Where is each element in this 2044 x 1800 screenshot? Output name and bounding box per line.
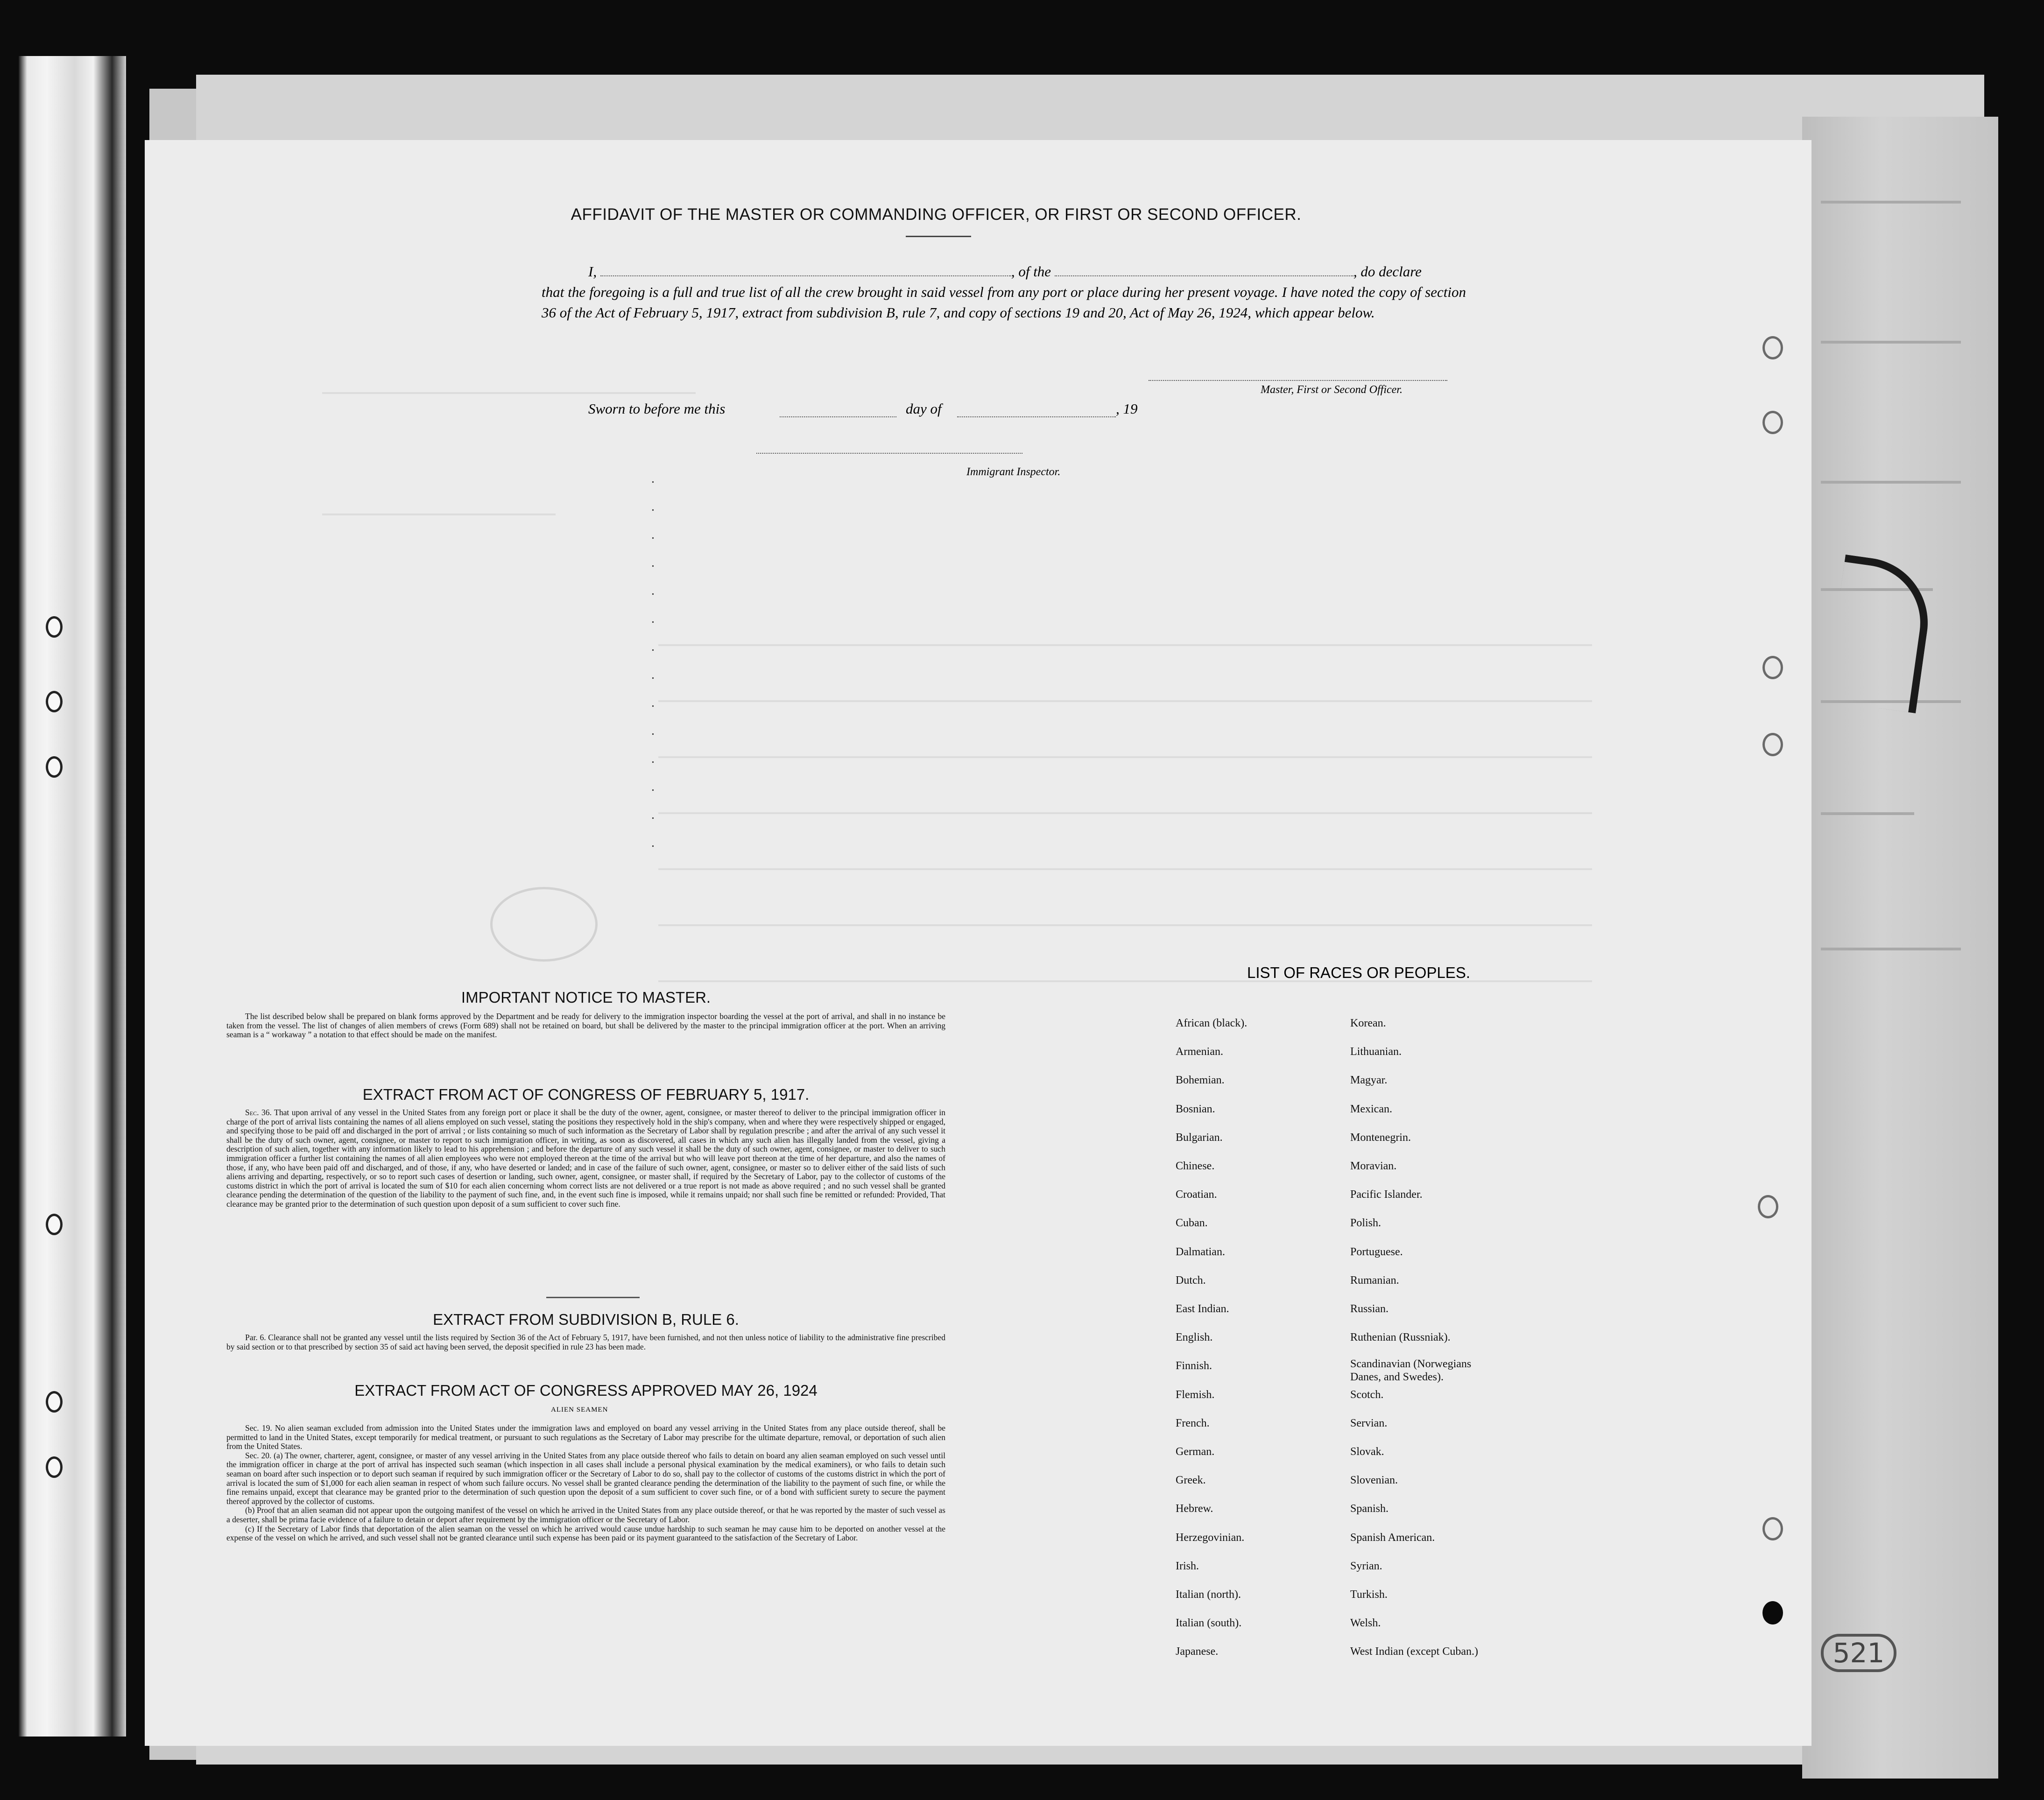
race-item: Scotch. (1350, 1388, 1384, 1401)
race-item: West Indian (except Cuban.) (1350, 1645, 1478, 1658)
race-item: Slovenian. (1350, 1474, 1398, 1487)
race-item: Portuguese. (1350, 1245, 1403, 1258)
race-item: Mexican. (1350, 1103, 1392, 1115)
race-item: African (black). (1176, 1017, 1248, 1029)
race-item: Croatian. (1176, 1188, 1217, 1201)
notice-title: IMPORTANT NOTICE TO MASTER. (461, 989, 711, 1006)
binder-ring (1758, 1195, 1778, 1218)
race-item: Korean. (1350, 1017, 1386, 1029)
race-item: Finnish. (1176, 1360, 1212, 1372)
race-item: Herzegovinian. (1176, 1531, 1245, 1544)
binder-ring (1762, 656, 1783, 679)
punch-hole (46, 616, 63, 638)
extract-1924-body: Sec. 19. No alien seaman excluded from admission into the United States under the immigration laws and employed on board any vessel arriving in the United States from any place outside thereof, shall be permitted to land in the United States, except temporarily for medical treatment, or pursuant to such regulations as the Secretary of Labor may prescribe for the ultimate departure, removal, or deportation of such alien from the United States. Sec. 20. (a) The owner, charterer, agent, consignee, or master of any vessel arriving in the United States from any place outside thereof who fails to detain on board any alien seaman employed on such vessel until the immigration officer in charge at the port of arrival has inspected such seaman (which inspection in all cases shall include a personal physical examination by the medical examiners), or who fails to detain such seaman on board after such inspection or to deport such seaman if required by such immigration officer or the Secretary of Labor to do so, shall pay to the collector of customs of the customs district in which the port of arrival is located the sum of $1,000 for each alien seaman in respect of whom such failure occurs. No vessel shall be granted clearance pending the determination of the liability to the payment of such fine, or while the fine remains unpaid, except that clearance may be granted prior to the determination of such question upon the deposit of a sum sufficient to cover such fine, or of a bond with sufficient surety to secure the payment thereof approved by the collector of customs. (b) Proof that an alien seaman did not appear upon the outgoing manifest of the vessel on which he arrived in the United States from any place outside thereof, or that he was reported by the master of such vessel as a deserter, shall be prima facie evidence of a failure to detain or deport after requirement by the immigration officer or the Secretary of Labor. (c) If the Secretary of Labor finds that deportation of the alien seaman on the vessel on which he arrived would cause undue hardship to such seaman he may cause him to be deported on another vessel at the expense of the vessel on which he arrived, and such vessel shall not be granted clearance until such expense has been paid or its payment guaranteed to the satisfaction of the Secretary of Labor. (226, 1423, 945, 1543)
punch-hole (46, 1391, 63, 1413)
race-item: Dalmatian. (1176, 1245, 1225, 1258)
punch-hole (46, 1456, 63, 1478)
race-item: Flemish. (1176, 1388, 1215, 1401)
affidavit-title: AFFIDAVIT OF THE MASTER OR COMMANDING OFFICER, OR FIRST OR SECOND OFFICER. (571, 205, 1302, 224)
race-item: Pacific Islander. (1350, 1188, 1423, 1201)
dot: . (651, 527, 655, 542)
extract-1917-title: EXTRACT FROM ACT OF CONGRESS OF FEBRUARY 5, 1917. (362, 1086, 810, 1103)
race-item: Cuban. (1176, 1217, 1208, 1230)
race-item: Magyar. (1350, 1074, 1388, 1087)
underlying-manifest-sheet (1802, 117, 1998, 1779)
race-item: Syrian. (1350, 1560, 1382, 1572)
master-signature-line[interactable] (1149, 379, 1447, 381)
dot: . (651, 471, 655, 486)
race-item: Japanese. (1176, 1645, 1219, 1658)
race-item: Slovak. (1350, 1446, 1384, 1458)
races-title: LIST OF RACES OR PEOPLES. (1247, 964, 1471, 981)
race-item: Welsh. (1350, 1617, 1381, 1630)
race-item: Spanish. (1350, 1503, 1389, 1515)
race-item: German. (1176, 1446, 1215, 1458)
dot: . (651, 696, 655, 710)
race-item: Italian (south). (1176, 1617, 1242, 1630)
extract-rule6-title: EXTRACT FROM SUBDIVISION B, RULE 6. (433, 1311, 739, 1328)
race-item: Turkish. (1350, 1589, 1388, 1601)
binder-ring (1762, 336, 1783, 359)
race-item: Ruthenian (Russniak). (1350, 1331, 1451, 1344)
race-item: Moravian. (1350, 1160, 1397, 1172)
affidavit-body-text: that the foregoing is a full and true list of all the crew brought in said vessel from any port or place during her present voyage. I have noted the copy of section 36 of the Act of February 5, 1917, extract from subdivision B, rule 7, and copy of sections 19 and 20, Act of May 26, 1924, which appear below. (542, 284, 1466, 321)
year-label: , 19 (1116, 401, 1138, 417)
dot: . (651, 499, 655, 514)
dot: . (651, 612, 655, 626)
race-item: Bosnian. (1176, 1103, 1215, 1115)
punch-hole (46, 1214, 63, 1235)
inspector-caption: Immigrant Inspector. (966, 466, 1061, 478)
race-item: Irish. (1176, 1560, 1199, 1572)
binder-ring (1762, 733, 1783, 756)
i-label: I, (588, 263, 597, 280)
race-item: Hebrew. (1176, 1503, 1213, 1515)
dot: . (651, 724, 655, 738)
of-the-label: , of the (1011, 263, 1051, 280)
faint-stamp (490, 887, 598, 962)
race-item: Bulgarian. (1176, 1131, 1223, 1144)
race-item: Spanish American. (1350, 1531, 1435, 1544)
dot: . (651, 555, 655, 570)
vessel-name-field[interactable] (1055, 263, 1353, 276)
dot: . (651, 668, 655, 682)
dot: . (651, 780, 655, 794)
sworn-day-field[interactable] (780, 415, 896, 417)
race-item: Montenegrin. (1350, 1131, 1411, 1144)
race-item: Bohemian. (1176, 1074, 1225, 1087)
pencil-page-number: 521 (1821, 1634, 1896, 1672)
race-item: Dutch. (1176, 1274, 1206, 1287)
dot: . (651, 808, 655, 822)
day-of-label: day of (906, 401, 942, 417)
dot: . (651, 640, 655, 654)
race-item: Russian. (1350, 1303, 1389, 1315)
affidavit-declaration (542, 261, 1466, 323)
master-signature-caption: Master, First or Second Officer. (1261, 384, 1403, 396)
race-item: Servian. (1350, 1417, 1388, 1429)
extract-1924-title: EXTRACT FROM ACT OF CONGRESS APPROVED MAY 26, 1924 (354, 1382, 818, 1399)
extract-1917-body: Sec. 36. That upon arrival of any vessel in the United States from any foreign port or place it shall be the duty of the owner, agent, consignee, or master thereof to deliver to the principal immigration officer in charge of the port of arrival lists containing the names of all aliens employed on such vessel, stating the positions they respectively hold in the ship's company, when and where they were respectively shipped or engaged, and specifying those to be paid off and discharged in the port of arrival ; or lists containing so much of such information as the Secretary of Labor shall by regulation prescribe ; and after the arrival of any such vessel it shall be the duty of such owner, agent, consignee, or master to report to such immigration officer, in writing, as soon as discovered, all cases in which any such alien has illegally landed from the vessel, giving a description of such alien, together with any information likely to lead to his apprehension ; and before the departure of any such vessel it shall be the duty of such owner, agent, consignee, or master to deliver to such immigration officer a further list containing the names of all alien employees who were not employed thereon at the time of the arrival but who will leave port thereon at the time of her departure, and also the names of those, if any, who have been paid off and discharged, and of those, if any, who have deserted or landed; and in case of the failure of such owner, agent, consignee, or master so to deliver either of the said lists of such aliens arriving and departing, respectively, or so to report such cases of desertion or landing, such owner, agent, consignee, or master shall, if required by the Secretary of Labor, pay to the collector of customs of the customs district in which the port of arrival is located the sum of $10 for each alien concerning whom correct lists are not delivered or a true report is not made as above required ; and no such vessel shall be granted clearance pending the determination of the question of the liability to the payment of such fine, and, in the event such fine is imposed, while it remains unpaid; nor shall such fine be remitted or refunded: Provided, That clearance may be granted prior to the determination of such question upon deposit of a sum sufficient to cover such fine. (226, 1108, 945, 1209)
binder-ring (1762, 1517, 1783, 1540)
race-item: English. (1176, 1331, 1213, 1344)
race-item: Polish. (1350, 1217, 1381, 1230)
inspector-signature-line[interactable] (756, 452, 1022, 454)
sec-36-label: Sec. 36. (245, 1108, 272, 1117)
race-item: Greek. (1176, 1474, 1206, 1487)
punch-hole (46, 691, 63, 712)
race-item: Chinese. (1176, 1160, 1215, 1172)
race-item: Scandinavian (Norwegians Danes, and Swedes). (1350, 1358, 1472, 1384)
sworn-month-field[interactable] (957, 415, 1116, 417)
race-item: Italian (north). (1176, 1589, 1241, 1601)
dot: . (651, 752, 655, 766)
section-separator (546, 1297, 640, 1298)
officer-name-field[interactable] (600, 263, 1011, 276)
dot: . (651, 836, 655, 850)
dot: . (651, 584, 655, 598)
punch-hole (46, 756, 63, 778)
race-item: Rumanian. (1350, 1274, 1399, 1287)
race-item: Lithuanian. (1350, 1046, 1402, 1058)
binder-ring (1762, 1601, 1783, 1624)
do-declare-label: , do declare (1353, 263, 1422, 280)
alien-seamen-subtitle: ALIEN SEAMEN (551, 1406, 608, 1413)
sworn-label: Sworn to before me this (588, 401, 726, 417)
title-rule (906, 236, 971, 237)
race-item: French. (1176, 1417, 1210, 1429)
binder-ring (1762, 411, 1783, 434)
race-item: Armenian. (1176, 1046, 1223, 1058)
binder-edge (19, 56, 126, 1737)
extract-rule6-body: Par. 6. Clearance shall not be granted any vessel until the lists required by Section 36 of the Act of February 5, 1917, have been furnished, and not then unless notice of liability to the administrative fine prescribed by said section or to that prescribed by section 35 of said act having been served, the deposit specified in rule 23 has been made. (226, 1333, 945, 1351)
notice-body: The list described below shall be prepared on blank forms approved by the Department and be ready for delivery to the immigration inspector boarding the vessel at the port of arrival, and shall in no instance be taken from the vessel. The list of changes of alien members of crews (Form 689) shall not be retained on board, but shall be delivered by the master to the principal immigration officer at the port. When an arriving seaman is a “ workaway ” a notation to that effect should be made on the manifest. (226, 1012, 945, 1040)
race-item: East Indian. (1176, 1303, 1229, 1315)
